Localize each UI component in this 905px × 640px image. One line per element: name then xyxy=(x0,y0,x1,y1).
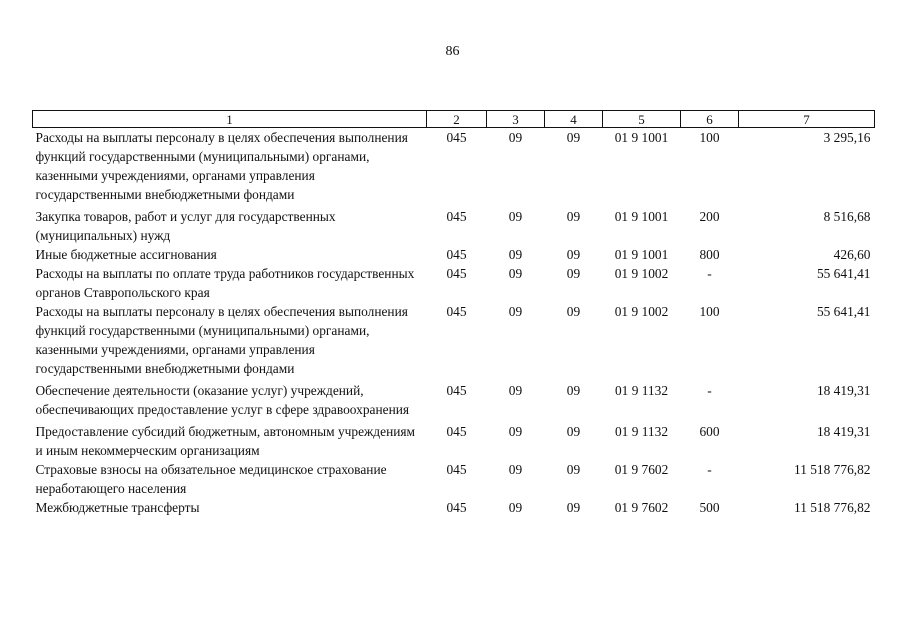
table-row xyxy=(33,381,875,422)
row-name: Межбюджетные трансферты xyxy=(35,500,200,515)
row-target: 01 9 1002 xyxy=(614,266,669,281)
table-row xyxy=(33,460,875,498)
row-subsection: 09 xyxy=(566,130,581,145)
row-ministry: 045 xyxy=(446,424,467,439)
row-subsection: 09 xyxy=(566,304,581,319)
row-ministry: 045 xyxy=(446,500,467,515)
column-header-amount: 7 xyxy=(739,111,875,128)
row-target: 01 9 7602 xyxy=(614,462,669,477)
row-ministry: 045 xyxy=(446,383,467,398)
row-section: 09 xyxy=(508,500,523,515)
table-row xyxy=(33,498,875,517)
column-header-vr: 6 xyxy=(681,111,739,128)
row-amount: 426,60 xyxy=(833,247,871,262)
row-vr: 200 xyxy=(699,209,720,224)
row-vr: 100 xyxy=(699,130,720,145)
row-section: 09 xyxy=(508,209,523,224)
budget-table xyxy=(32,110,875,517)
row-amount: 18 419,31 xyxy=(816,424,871,439)
row-name: Иные бюджетные ассигнования xyxy=(35,247,217,262)
row-subsection: 09 xyxy=(566,462,581,477)
row-target: 01 9 1002 xyxy=(614,304,669,319)
row-target: 01 9 1001 xyxy=(614,209,669,224)
table-row xyxy=(33,245,875,264)
row-amount: 55 641,41 xyxy=(816,304,871,319)
row-amount: 11 518 776,82 xyxy=(794,462,871,477)
row-ministry: 045 xyxy=(446,247,467,262)
row-name: Расходы на выплаты по оплате труда работников государственных органов Ставропольского края xyxy=(35,266,415,300)
row-amount: 8 516,68 xyxy=(823,209,871,224)
row-vr: - xyxy=(707,383,712,398)
row-ministry: 045 xyxy=(446,462,467,477)
row-target: 01 9 1001 xyxy=(614,247,669,262)
row-ministry: 045 xyxy=(446,209,467,224)
table-header-row xyxy=(33,111,875,128)
table-row xyxy=(33,207,875,245)
table-row xyxy=(33,302,875,381)
row-section: 09 xyxy=(508,424,523,439)
row-name: Предоставление субсидий бюджетным, автономным учреждениям и иным некоммерческим организациям xyxy=(35,424,416,458)
row-subsection: 09 xyxy=(566,424,581,439)
row-subsection: 09 xyxy=(566,247,581,262)
table-row xyxy=(33,422,875,460)
row-vr: 800 xyxy=(699,247,720,262)
row-target: 01 9 1001 xyxy=(614,130,669,145)
row-vr: - xyxy=(707,266,712,281)
row-subsection: 09 xyxy=(566,383,581,398)
row-vr: 600 xyxy=(699,424,720,439)
row-section: 09 xyxy=(508,383,523,398)
row-ministry: 045 xyxy=(446,304,467,319)
page-number: 86 xyxy=(445,44,460,59)
row-section: 09 xyxy=(508,462,523,477)
row-target: 01 9 1132 xyxy=(614,383,669,398)
row-vr: 100 xyxy=(699,304,720,319)
row-target: 01 9 7602 xyxy=(614,500,669,515)
row-amount: 55 641,41 xyxy=(816,266,871,281)
row-subsection: 09 xyxy=(566,209,581,224)
column-header-target: 5 xyxy=(603,111,681,128)
row-section: 09 xyxy=(508,130,523,145)
column-header-name: 1 xyxy=(33,111,427,128)
row-name: Страховые взносы на обязательное медицинское страхование неработающего населения xyxy=(35,462,387,496)
row-section: 09 xyxy=(508,247,523,262)
row-subsection: 09 xyxy=(566,500,581,515)
row-amount: 11 518 776,82 xyxy=(794,500,871,515)
column-header-ministry: 2 xyxy=(427,111,487,128)
row-name: Расходы на выплаты персоналу в целях обеспечения выполнения функций государственными (муниципальными) органами, казенными учреждениями, органами управления государственными внебюджетными фондами xyxy=(35,130,408,202)
table-row xyxy=(33,264,875,302)
table-row xyxy=(33,128,875,208)
row-subsection: 09 xyxy=(566,266,581,281)
row-vr: 500 xyxy=(699,500,720,515)
row-amount: 18 419,31 xyxy=(816,383,871,398)
row-target: 01 9 1132 xyxy=(614,424,669,439)
row-ministry: 045 xyxy=(446,266,467,281)
row-name: Обеспечение деятельности (оказание услуг) учреждений, обеспечивающих предоставление услуг в сфере здравоохранения xyxy=(35,383,410,417)
row-name: Расходы на выплаты персоналу в целях обеспечения выполнения функций государственными (муниципальными) органами, казенными учреждениями, органами управления государственными внебюджетными фондами xyxy=(35,304,408,376)
row-name: Закупка товаров, работ и услуг для государственных (муниципальных) нужд xyxy=(35,209,336,243)
column-header-subsection: 4 xyxy=(545,111,603,128)
row-vr: - xyxy=(707,462,712,477)
column-header-section: 3 xyxy=(487,111,545,128)
row-amount: 3 295,16 xyxy=(823,130,871,145)
row-section: 09 xyxy=(508,266,523,281)
row-section: 09 xyxy=(508,304,523,319)
row-ministry: 045 xyxy=(446,130,467,145)
